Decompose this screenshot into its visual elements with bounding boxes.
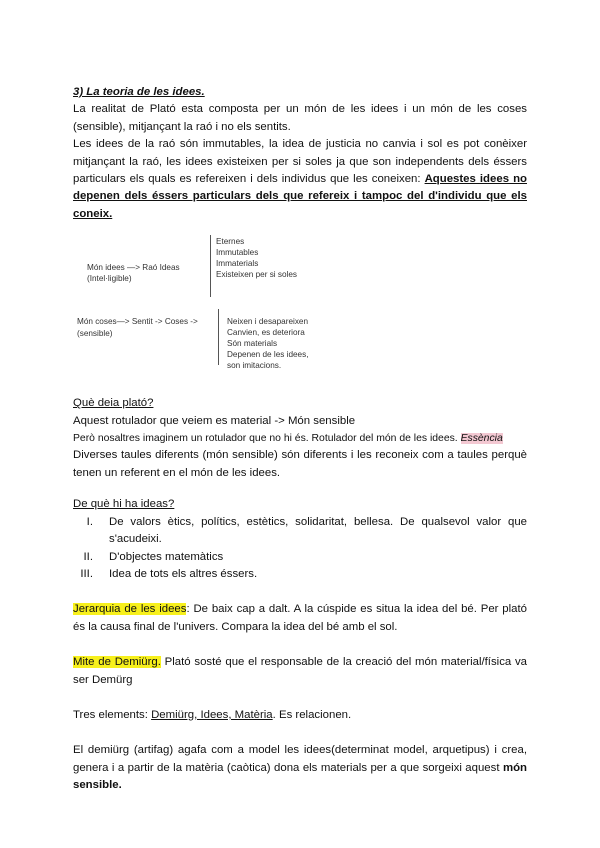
que-deia-line-2-text: Però nosaltres imaginem un rotulador que no hi és. Rotulador del món de les idees. [73, 433, 458, 445]
list-item-text: D'objectes matemàtics [109, 550, 224, 563]
jerarquia-paragraph [73, 601, 527, 636]
diagram-row2-item: Depenen de les idees, [227, 350, 309, 360]
diagram-row2-item: son imitacions. [227, 361, 282, 371]
diagram-row1-item: Existeixen per si soles [216, 270, 297, 280]
jerarquia-text: : De baix cap a dalt. A la cúspide es situa la idea del bé. Per plató és la causa final de l'univers. Compara la idea del bé amb el sol. [73, 603, 528, 633]
essencia-tag: Essència [460, 433, 503, 445]
intro-paragraph-2 [73, 136, 527, 223]
mite-label: Mite de Demiürg. [73, 656, 161, 669]
tres-elements-paragraph [73, 707, 527, 724]
final-paragraph [73, 742, 527, 794]
mite-paragraph [73, 654, 527, 689]
diagram-row1-sub: (Intel·ligible) [87, 274, 132, 284]
diagram-bracket-2 [218, 309, 219, 365]
list-item-text: Idea de tots els altres éssers. [109, 567, 258, 580]
diagram-row2-item: Canvien, es deteriora [227, 328, 305, 338]
intro-paragraph-2-text: Les idees de la raó són immutables, la idea de justicia no canvia i sol es pot conèixer mitjançant la raó, les idees existeixen per si soles ja que son independents dels éssers particulars els quals es refereixen i dels individus que les coneixen: [73, 138, 527, 186]
intro-paragraph-2-bold: Aquestes idees no depenen dels éssers particulars dels que refereix i tampoc del d'individu que els coneix. [73, 173, 527, 220]
que-deia-line-2 [73, 430, 527, 447]
tres-underlined: Demiürg, Idees, Matèria [151, 708, 273, 721]
document-page [73, 84, 527, 795]
diagram-row2-item: Neixen i desapareixen [227, 317, 309, 327]
list-item [73, 514, 527, 549]
diagram-row1-item: Immutables [216, 248, 259, 258]
list-item-number: II. [83, 550, 93, 563]
intro-paragraph-1: La realitat de Plató esta composta per un món de les idees i un món de les coses (sensible), mitjançant la raó i no els sentits. [73, 103, 527, 133]
tres-suffix: . Es relacionen. [272, 708, 352, 721]
section-title: 3) La teoria de les idees. [73, 86, 205, 98]
diagram-row2-left: Món coses—> Sentit -> Coses -> [77, 317, 198, 327]
diagram-bracket-1 [210, 235, 211, 297]
que-deia-line-1: Aquest rotulador que veiem es material -> Món sensible [73, 414, 356, 427]
mite-text: Plató sosté que el responsable de la creació del món material/física va ser Demürg [73, 656, 528, 686]
diagram-row1-item: Immaterials [216, 259, 259, 269]
diagram-row1-left: Món idees —> Raó Ideas [87, 263, 180, 273]
tres-prefix: Tres elements: [73, 708, 152, 721]
ideas-diagram [73, 235, 527, 371]
final-bold: món sensible. [73, 761, 527, 792]
list-item [73, 549, 527, 566]
de-que-heading: De què hi ha ideas? [73, 498, 175, 511]
ideas-types-list [73, 514, 527, 584]
list-item [73, 566, 527, 583]
final-text: El demiürg (artifag) agafa com a model les idees(determinat model, arquetipus) i crea, genera i a partir de la matèria (caòtica) dona els materials per a que sorgeixi aquest [73, 744, 527, 774]
jerarquia-label: Jerarquia de les idees [73, 603, 187, 616]
diagram-row2-sub: (sensible) [77, 329, 113, 339]
diagram-row1-item: Eternes [216, 237, 245, 247]
list-item-number: I. [86, 515, 93, 528]
diagram-row2-item: Són materials [227, 339, 278, 349]
que-deia-line-3: Diverses taules diferents (món sensible) són diferents i les reconeix com a taules perquè tenen un referent en el món de les idees. [73, 449, 527, 479]
que-deia-heading: Què deia plató? [73, 397, 154, 410]
list-item-text: De valors ètics, polítics, estètics, solidaritat, bellesa. De qualsevol valor que s'acudeixi. [109, 515, 527, 546]
list-item-number: III. [80, 567, 93, 580]
